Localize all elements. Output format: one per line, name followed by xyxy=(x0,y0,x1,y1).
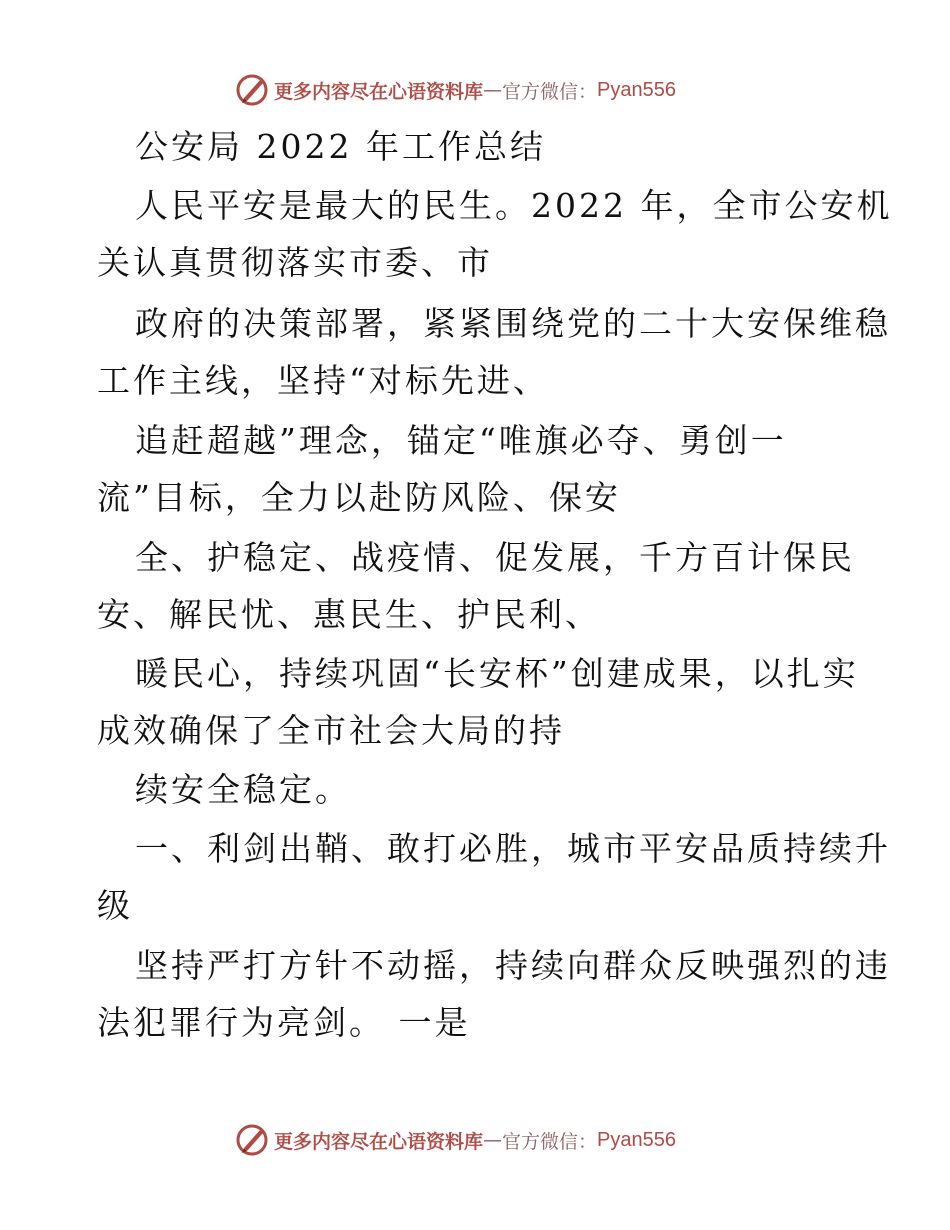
text-line: 坚持严打方针不动摇，持续向群众反映强烈的违 xyxy=(135,946,891,985)
watermark-banner-top xyxy=(234,70,676,110)
text-line: 暖民心，持续巩固“长安杯”创建成果，以扎实 xyxy=(135,654,859,693)
text-line: 工作主线，坚持“对标先进、 xyxy=(97,361,549,400)
text-line: 安、解民忧、惠民生、护民利、 xyxy=(97,595,601,634)
watermark-label: 官方微信： xyxy=(502,1130,598,1153)
pen-circle-logo-icon xyxy=(234,72,270,108)
watermark-dash: — xyxy=(483,1129,503,1151)
watermark-banner-bottom xyxy=(234,1120,676,1160)
watermark-wechat-id: Pyan556 xyxy=(597,1128,676,1151)
text-line: 成效确保了全市社会大局的持 xyxy=(97,711,565,750)
watermark-text: 更多内容尽在心语资料库 xyxy=(274,1130,484,1153)
text-line: 追赶超越”理念，锚定“唯旗必夺、勇创一 xyxy=(135,421,787,460)
pen-circle-logo-icon xyxy=(234,1122,270,1158)
section-heading-continued: 级 xyxy=(97,886,133,925)
text-line: 续安全稳定。 xyxy=(135,770,351,809)
text-line: 法犯罪行为亮剑。 一是 xyxy=(97,1003,471,1042)
watermark-text: 更多内容尽在心语资料库 xyxy=(274,80,484,103)
text-line: 政府的决策部署，紧紧围绕党的二十大安保维稳 xyxy=(135,304,891,343)
text-line: 全、护稳定、战疫情、促发展，千方百计保民 xyxy=(135,538,855,577)
text-line: 人民平安是最大的民生。2022 年，全市公安机 xyxy=(135,186,893,225)
watermark-label: 官方微信： xyxy=(502,80,598,103)
section-heading: 一、利剑出鞘、敢打必胜，城市平安品质持续升 xyxy=(135,829,891,868)
text-line: 流”目标，全力以赴防风险、保安 xyxy=(97,478,621,517)
document-title: 公安局 2022 年工作总结 xyxy=(135,127,546,166)
text-line: 关认真贯彻落实市委、市 xyxy=(97,243,493,282)
watermark-dash: — xyxy=(483,79,503,101)
watermark-wechat-id: Pyan556 xyxy=(597,78,676,101)
